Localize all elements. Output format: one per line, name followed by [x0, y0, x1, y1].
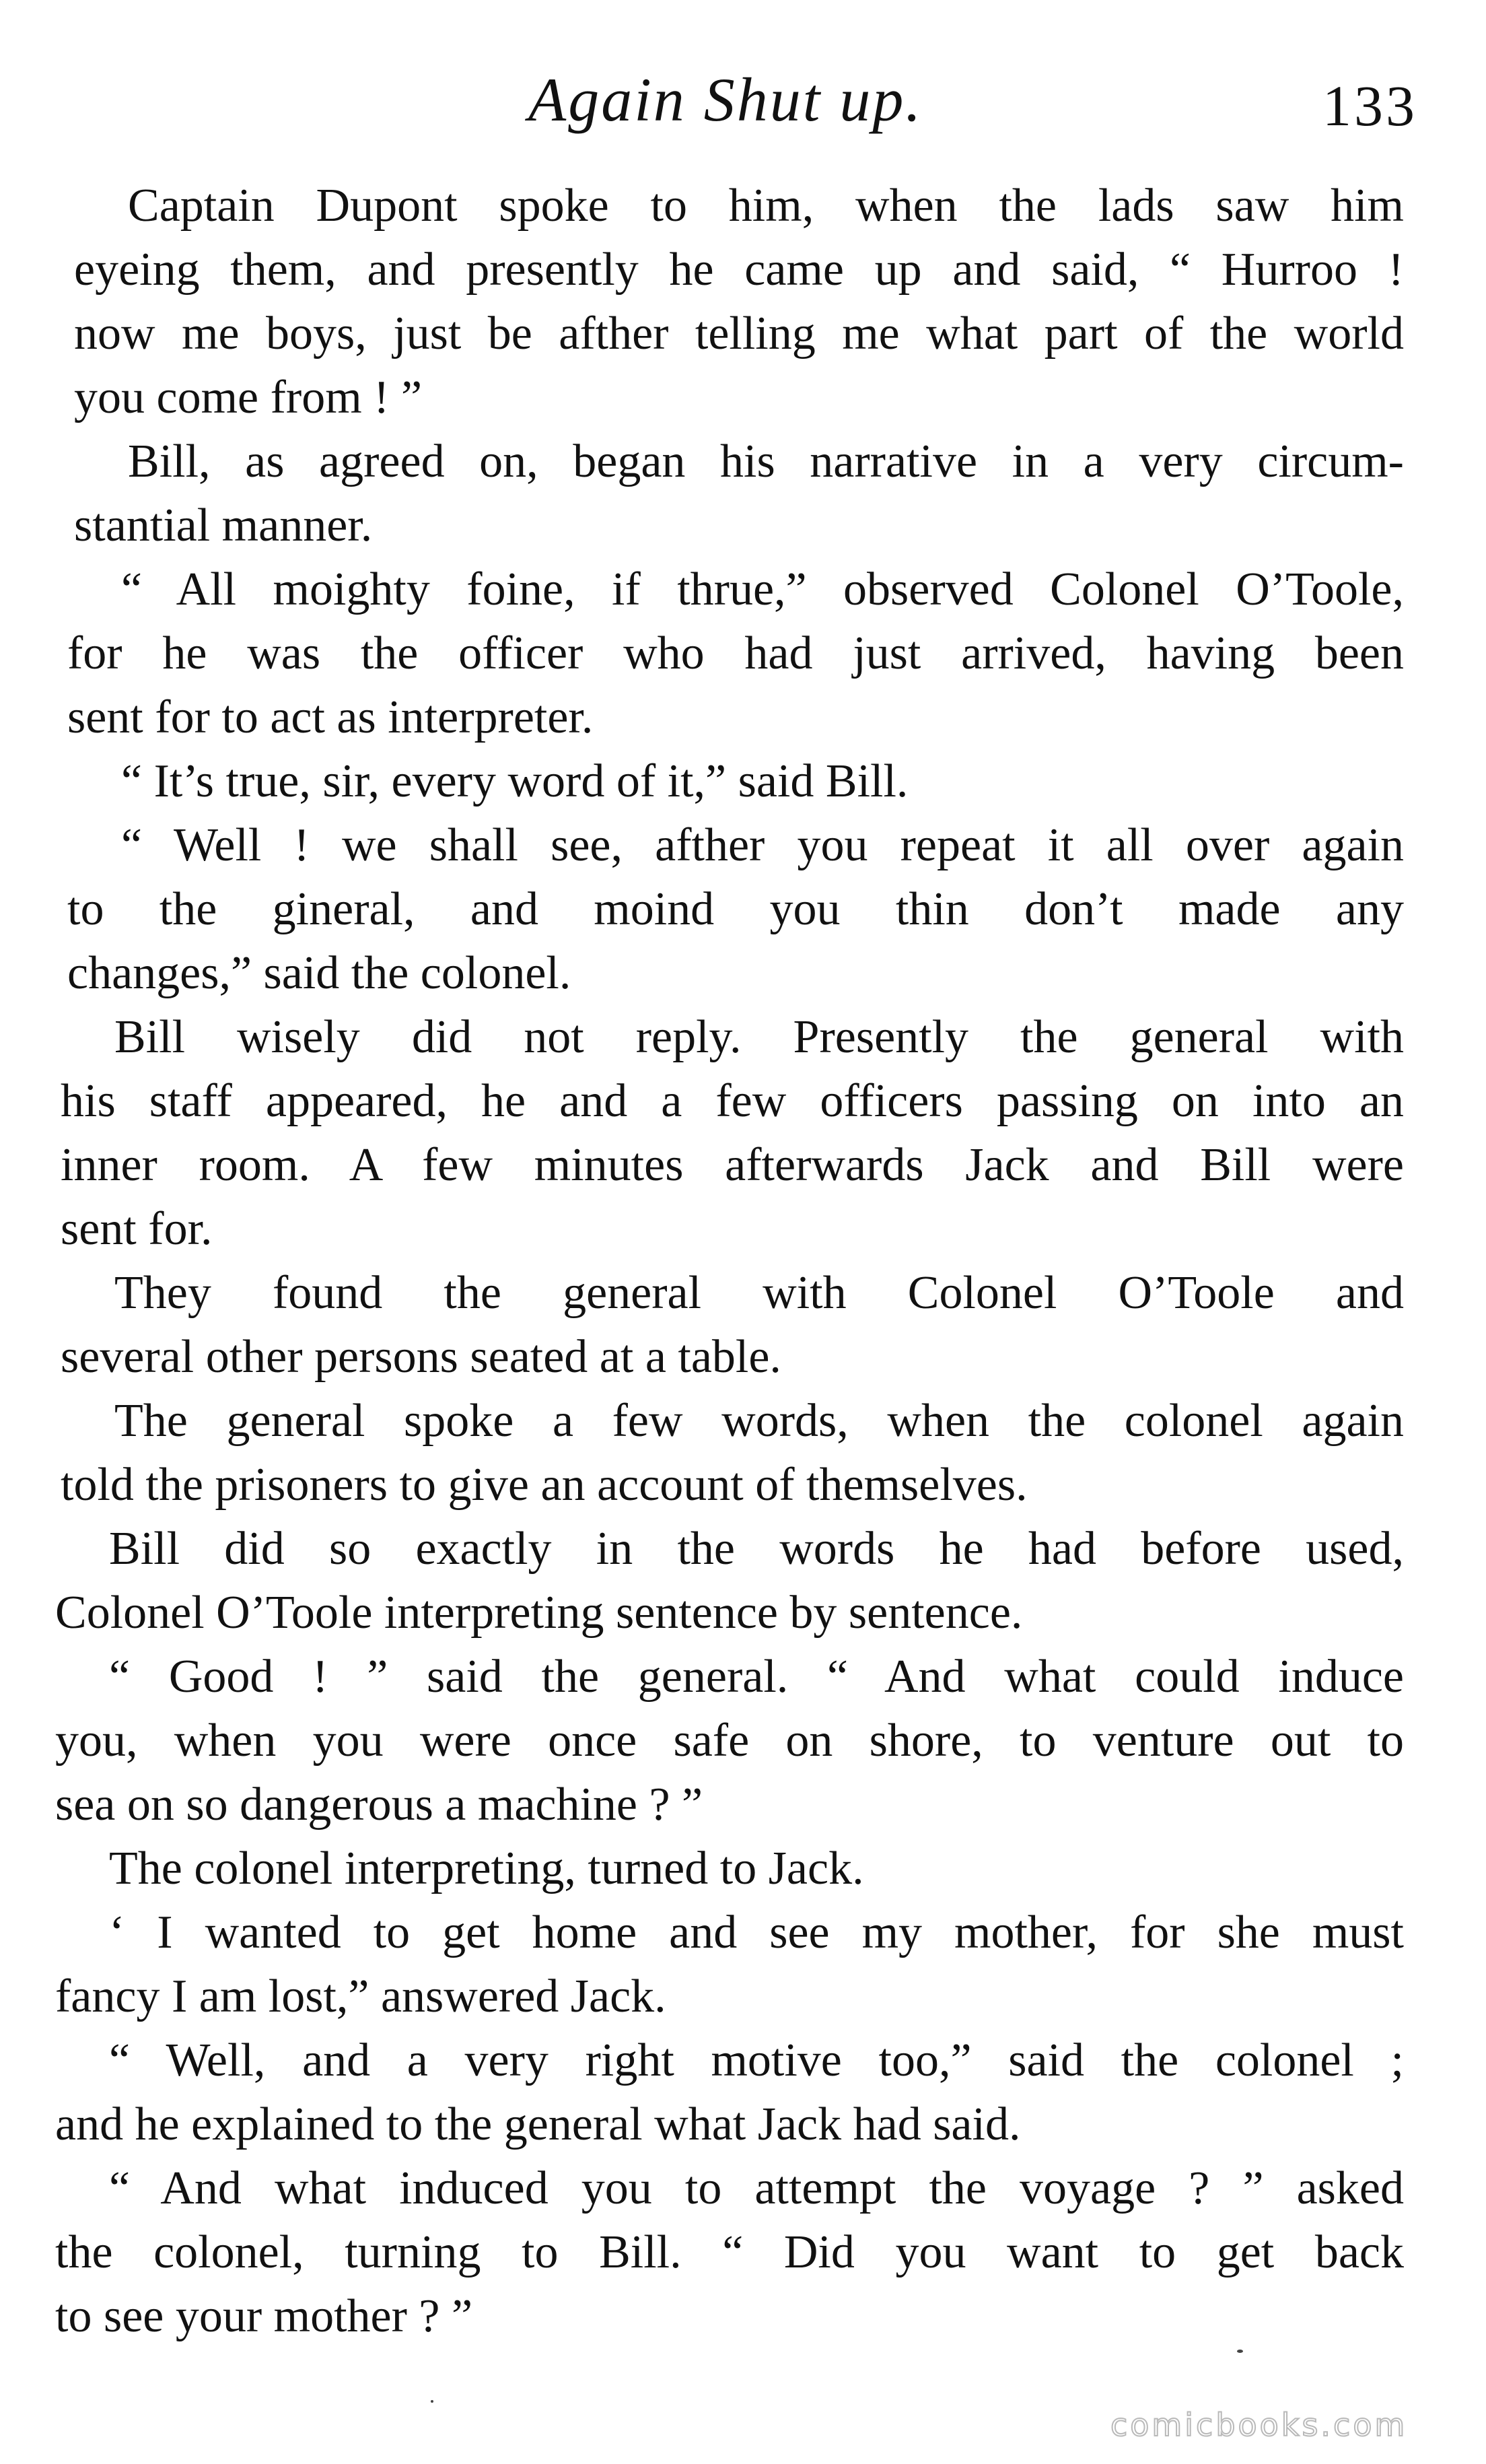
text-line: Bill, as agreed on, began his narrative in a very circum-	[128, 436, 1404, 487]
paragraph-7	[61, 1261, 1404, 1389]
text-line: They found the general with Colonel O’Toole and	[114, 1267, 1404, 1319]
text-line: “ Good ! ” said the general. “ And what could induce	[109, 1651, 1404, 1703]
paragraph-4	[65, 749, 1404, 813]
paragraph-12	[55, 1901, 1404, 2028]
text-line: “ Well ! we shall see, afther you repeat it all over again	[121, 819, 1404, 871]
text-line: the colonel, turning to Bill. “ Did you want to get back	[55, 2226, 1404, 2278]
paragraph-11	[65, 1837, 1404, 1901]
paragraph-3	[65, 557, 1404, 749]
text-line: “ And what induced you to attempt the voyage ? ” asked	[109, 2162, 1404, 2214]
text-line: The colonel interpreting, turned to Jack.	[109, 1843, 864, 1894]
print-speck	[431, 2400, 433, 2403]
running-title: Again Shut up.	[528, 65, 923, 134]
text-line: his staff appeared, he and a few officers passing on into an	[61, 1075, 1404, 1127]
text-line: you, when you were once safe on shore, to venture out to	[55, 1715, 1404, 1767]
text-line: fancy I am lost,” answered Jack.	[55, 1971, 666, 2022]
text-line: to see your mother ? ”	[55, 2290, 473, 2342]
paragraph-6	[61, 1005, 1404, 1261]
paragraph-5	[65, 813, 1404, 1005]
text-line: now me boys, just be afther telling me what part of the world	[74, 308, 1404, 360]
text-line: changes,” said the colonel.	[67, 947, 571, 999]
paragraph-9	[55, 1517, 1404, 1645]
paragraph-14	[55, 2156, 1404, 2348]
text-line: “ Well, and a very right motive too,” said the colonel ;	[109, 2034, 1404, 2086]
text-line: sent for.	[61, 1203, 213, 1255]
text-line: Bill did so exactly in the words he had before used,	[109, 1523, 1404, 1575]
text-line: ‘ I wanted to get home and see my mother, for she must	[109, 1907, 1404, 1958]
text-line: “ It’s true, sir, every word of it,” said Bill.	[121, 755, 909, 807]
paragraph-13	[55, 2028, 1404, 2156]
paragraph-1	[65, 174, 1404, 430]
text-line: sea on so dangerous a machine ? ”	[55, 1779, 703, 1830]
text-line: The general spoke a few words, when the colonel again	[114, 1395, 1404, 1447]
paragraph-10	[55, 1645, 1404, 1837]
page-number: 133	[1322, 73, 1417, 138]
text-line: Captain Dupont spoke to him, when the lads saw him	[128, 180, 1404, 232]
text-line: inner room. A few minutes afterwards Jack and Bill were	[61, 1139, 1404, 1191]
text-line: Bill wisely did not reply. Presently the general with	[114, 1011, 1404, 1063]
text-line: several other persons seated at a table.	[61, 1331, 781, 1383]
text-line: stantial manner.	[74, 500, 373, 551]
running-head	[0, 57, 1486, 151]
text-line: and he explained to the general what Jack had said.	[55, 2098, 1021, 2150]
text-line: Colonel O’Toole interpreting sentence by sentence.	[55, 1587, 1023, 1639]
watermark: comicbooks.com	[1110, 2407, 1408, 2443]
paragraph-2	[65, 430, 1404, 557]
text-line: you come from ! ”	[74, 372, 423, 423]
text-line: sent for to act as interpreter.	[67, 691, 594, 743]
paragraph-8	[61, 1389, 1404, 1517]
print-speck	[1237, 2350, 1243, 2353]
text-line: for he was the officer who had just arrived, having been	[67, 627, 1404, 679]
body-text	[55, 174, 1404, 2348]
text-line: told the prisoners to give an account of themselves.	[61, 1459, 1028, 1511]
text-line: eyeing them, and presently he came up and said, “ Hurroo !	[74, 244, 1404, 296]
text-line: “ All moighty foine, if thrue,” observed Colonel O’Toole,	[121, 563, 1404, 615]
text-line: to the gineral, and moind you thin don’t made any	[67, 883, 1404, 935]
